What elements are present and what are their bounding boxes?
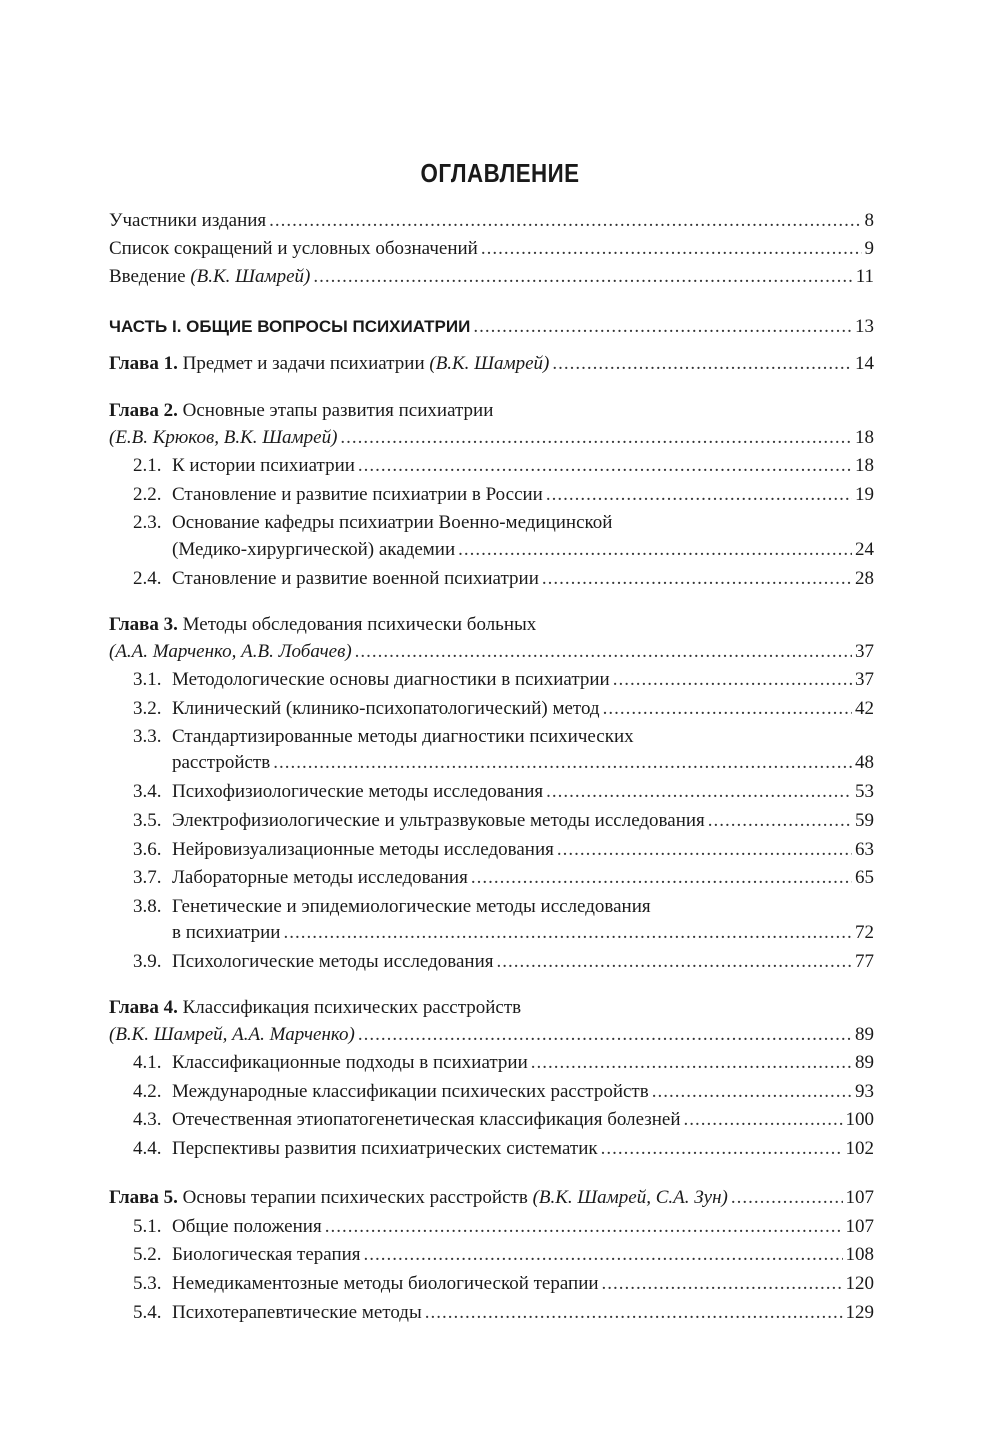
authors: (А.А. Марченко, А.В. Лобачев)	[109, 641, 352, 662]
authors: (В.К. Шамрей, А.А. Марченко)	[109, 1024, 355, 1045]
page-number: 37	[855, 641, 874, 662]
page-number: 19	[855, 484, 874, 505]
toc-section-3-4[interactable]: 3.4. Психофизиологические методы исследования ..... 53	[133, 780, 874, 804]
toc-entry-chapter-1[interactable]: Глава 1. Предмет и задачи психиатрии (В.К. Шамрей) ..... 14	[109, 352, 874, 376]
chapter-label: Глава 4.	[109, 997, 178, 1018]
toc-section-4-1[interactable]: 4.1. Классификационные подходы в психиатрии ..... 89	[133, 1051, 874, 1075]
page-number: 72	[855, 922, 874, 943]
toc-entry-introduction[interactable]: Введение (В.К. Шамрей) ..... 11	[109, 265, 874, 289]
toc-section-5-1[interactable]: 5.1. Общие положения ..... 107	[133, 1215, 874, 1239]
authors: (В.К. Шамрей)	[429, 353, 550, 374]
toc-entry-chapter-3-authors[interactable]	[109, 640, 874, 664]
toc-section-4-4[interactable]: 4.4. Перспективы развития психиатрических систематик ..... 102	[133, 1137, 874, 1161]
page-number: 24	[855, 539, 874, 560]
page-number: 9	[864, 238, 874, 259]
page-number: 107	[845, 1187, 874, 1208]
toc-section-3-8-continued[interactable]: в психиатрии ..... 72	[172, 921, 874, 945]
page-number: 102	[845, 1138, 874, 1159]
toc-section-3-8[interactable]: 3.8. Генетические и эпидемиологические методы исследования	[133, 896, 651, 917]
page-number: 13	[855, 316, 874, 337]
page-number: 63	[855, 839, 874, 860]
toc-section-3-9[interactable]: 3.9. Психологические методы исследования ..... 77	[133, 950, 874, 974]
page-number: 129	[845, 1302, 874, 1323]
toc-section-3-6[interactable]: 3.6. Нейровизуализационные методы исследования ..... 63	[133, 838, 874, 862]
chapter-label: Глава 1.	[109, 353, 178, 374]
chapter-label: Глава 5.	[109, 1187, 178, 1208]
page-number: 18	[855, 427, 874, 448]
toc-section-2-3-continued[interactable]: (Медико-хирургической) академии ..... 24	[172, 538, 874, 562]
toc-entry-abbreviations[interactable]: Список сокращений и условных обозначений ..... 9	[109, 237, 874, 261]
toc-entry-chapter-4-authors[interactable]	[109, 1023, 874, 1047]
toc-entry-participants[interactable]: Участники издания ..... 8	[109, 209, 874, 233]
toc-section-3-2[interactable]: 3.2. Клинический (клинико-психопатологический) метод ..... 42	[133, 697, 874, 721]
page-number: 89	[855, 1024, 874, 1045]
toc-section-3-3[interactable]: 3.3. Стандартизированные методы диагностики психических	[133, 726, 634, 747]
authors: (В.К. Шамрей, С.А. Зун)	[532, 1187, 728, 1208]
page-number: 18	[855, 455, 874, 476]
page-number: 53	[855, 781, 874, 802]
page-number: 108	[845, 1244, 874, 1265]
page-number: 100	[845, 1109, 874, 1130]
page-number: 93	[855, 1081, 874, 1102]
authors: (Е.В. Крюков, В.К. Шамрей)	[109, 427, 338, 448]
page-number: 107	[845, 1216, 874, 1237]
toc-entry-chapter-4[interactable]: Глава 4. Классификация психических расстройств	[109, 997, 522, 1018]
chapter-label: Глава 2.	[109, 400, 178, 421]
toc-entry-chapter-5[interactable]: Глава 5. Основы терапии психических расстройств (В.К. Шамрей, С.А. Зун) ..... 107	[109, 1186, 874, 1210]
toc-section-5-4[interactable]: 5.4. Психотерапевтические методы ..... 129	[133, 1301, 874, 1325]
authors: (В.К. Шамрей)	[190, 266, 311, 287]
page-number: 42	[855, 698, 874, 719]
toc-section-3-3-continued[interactable]: расстройств ..... 48	[172, 751, 874, 775]
page-number: 77	[855, 951, 874, 972]
page-number: 59	[855, 810, 874, 831]
toc-section-2-1[interactable]: 2.1. К истории психиатрии ..... 18	[133, 454, 874, 478]
toc-section-3-1[interactable]: 3.1. Методологические основы диагностики в психиатрии ..... 37	[133, 668, 874, 692]
toc-section-5-3[interactable]: 5.3. Немедикаментозные методы биологической терапии ..... 120	[133, 1272, 874, 1296]
toc-section-2-2[interactable]: 2.2. Становление и развитие психиатрии в России ..... 19	[133, 483, 874, 507]
page-number: 89	[855, 1052, 874, 1073]
toc-section-2-4[interactable]: 2.4. Становление и развитие военной психиатрии ..... 28	[133, 567, 874, 591]
toc-entry-chapter-2[interactable]: Глава 2. Основные этапы развития психиатрии	[109, 400, 494, 421]
toc-section-3-5[interactable]: 3.5. Электрофизиологические и ультразвуковые методы исследования ..... 59	[133, 809, 874, 833]
page-number: 37	[855, 669, 874, 690]
toc-section-2-3[interactable]: 2.3. Основание кафедры психиатрии Военно-медицинской	[133, 512, 613, 533]
page-number: 65	[855, 867, 874, 888]
toc-section-4-2[interactable]: 4.2. Международные классификации психических расстройств ..... 93	[133, 1080, 874, 1104]
page-number: 28	[855, 568, 874, 589]
toc-entry-chapter-3[interactable]: Глава 3. Методы обследования психически больных	[109, 614, 537, 635]
page-number: 11	[855, 266, 874, 287]
toc-entry-chapter-2-authors[interactable]	[109, 426, 874, 450]
toc-section-3-7[interactable]: 3.7. Лабораторные методы исследования ..... 65	[133, 866, 874, 890]
page-number: 8	[864, 210, 874, 231]
toc-section-5-2[interactable]: 5.2. Биологическая терапия ..... 108	[133, 1243, 874, 1267]
page-number: 14	[855, 353, 874, 374]
chapter-label: Глава 3.	[109, 614, 178, 635]
page-title: ОГЛАВЛЕНИЕ	[420, 158, 580, 188]
page-number: 120	[845, 1273, 874, 1294]
toc-section-4-3[interactable]: 4.3. Отечественная этиопатогенетическая классификация болезней ..... 100	[133, 1108, 874, 1132]
page-number: 48	[855, 752, 874, 773]
toc-entry-part-1[interactable]: ЧАСТЬ I. ОБЩИЕ ВОПРОСЫ ПСИХИАТРИИ ..... 13	[109, 315, 874, 339]
